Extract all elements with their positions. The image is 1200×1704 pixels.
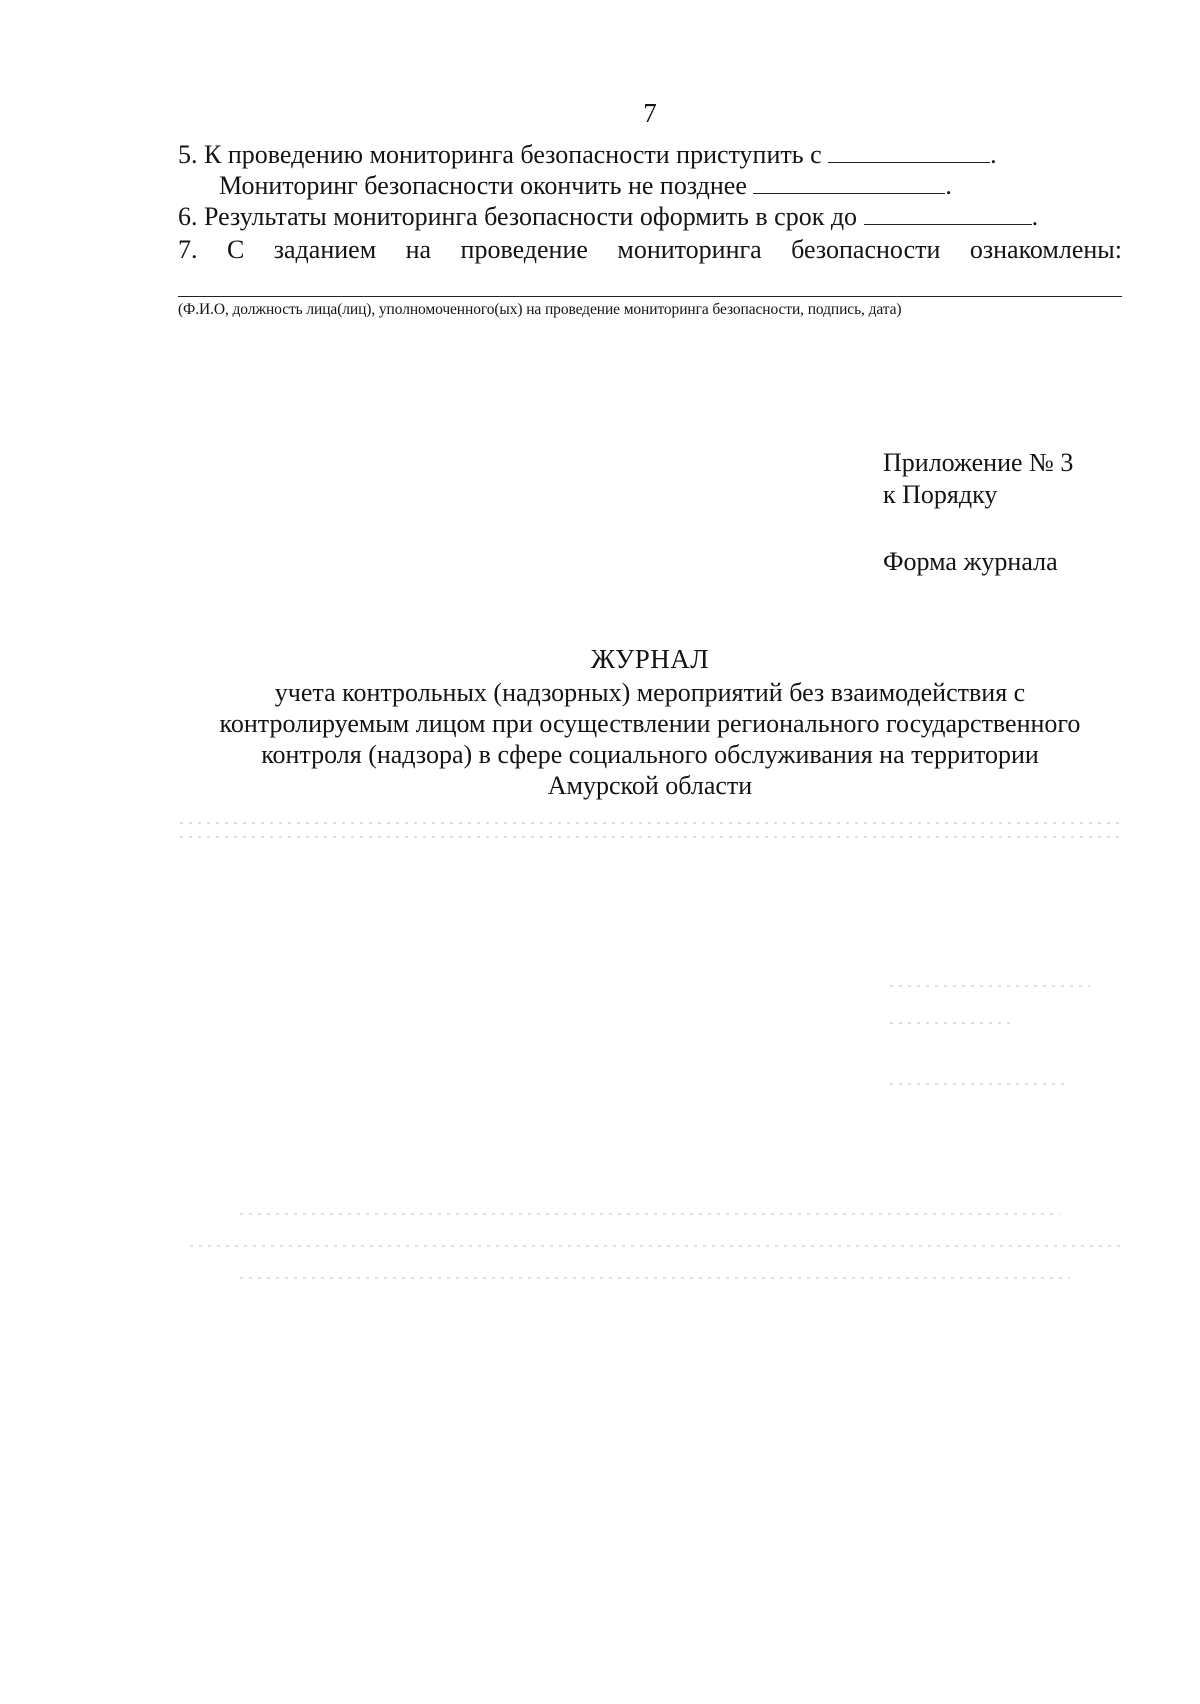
page-number: 7 bbox=[643, 98, 657, 128]
item-5b-period: . bbox=[945, 171, 952, 200]
item-5-end-text: Мониторинг безопасности окончить не позднее bbox=[219, 171, 747, 200]
scan-artifact bbox=[240, 1277, 1070, 1279]
scan-artifact bbox=[890, 1022, 1010, 1024]
item-6-text: 6. Результаты мониторинга безопасности оформить в срок до bbox=[178, 202, 858, 231]
item-6-line bbox=[178, 202, 1038, 232]
item-7-word: 7. bbox=[178, 235, 198, 264]
journal-subtitle-line: контролируемым лицом при осуществлении регионального государственного bbox=[219, 709, 1081, 738]
item-7-word: безопасности bbox=[791, 235, 941, 264]
end-date-blank[interactable] bbox=[753, 173, 945, 194]
scan-artifact bbox=[890, 1083, 1070, 1085]
signature-line[interactable] bbox=[178, 296, 1122, 297]
appendix-reference: к Порядку bbox=[883, 480, 998, 509]
scan-artifact bbox=[890, 985, 1090, 987]
start-date-blank[interactable] bbox=[828, 142, 990, 163]
scan-artifact bbox=[190, 1245, 1120, 1247]
item-5-period: . bbox=[990, 140, 997, 169]
form-label: Форма журнала bbox=[883, 547, 1058, 576]
scan-artifact bbox=[240, 1213, 1060, 1215]
item-5-start-line bbox=[178, 140, 997, 170]
journal-subtitle-line: учета контрольных (надзорных) мероприятий без взаимодействия с bbox=[274, 678, 1026, 707]
item-7-word: ознакомлены: bbox=[969, 235, 1122, 264]
journal-subtitle bbox=[178, 677, 1122, 801]
journal-title: ЖУРНАЛ bbox=[590, 644, 710, 674]
item-5-text: 5. К проведению мониторинга безопасности приступить с bbox=[178, 140, 822, 169]
item-7-word: проведение bbox=[460, 235, 588, 264]
item-7-line bbox=[178, 235, 1122, 265]
signature-caption: (Ф.И.О, должность лица(лиц), уполномоченного(ых) на проведение мониторинга безопасности, подпись, дата) bbox=[178, 301, 902, 318]
appendix-header bbox=[883, 447, 1073, 511]
item-6-period: . bbox=[1031, 202, 1039, 231]
appendix-number: Приложение № 3 bbox=[883, 448, 1074, 477]
results-date-blank[interactable] bbox=[864, 204, 1032, 225]
item-5-end-line bbox=[219, 171, 952, 201]
scan-artifact bbox=[180, 836, 1120, 838]
journal-subtitle-line: Амурской области bbox=[547, 771, 753, 800]
journal-subtitle-line: контроля (надзора) в сфере социального обслуживания на территории bbox=[261, 740, 1039, 769]
item-7-word: на bbox=[405, 235, 432, 264]
item-7-word: заданием bbox=[273, 235, 377, 264]
item-7-word: С bbox=[226, 235, 245, 264]
scan-artifact bbox=[180, 822, 1120, 824]
item-7-word: мониторинга bbox=[617, 235, 762, 264]
